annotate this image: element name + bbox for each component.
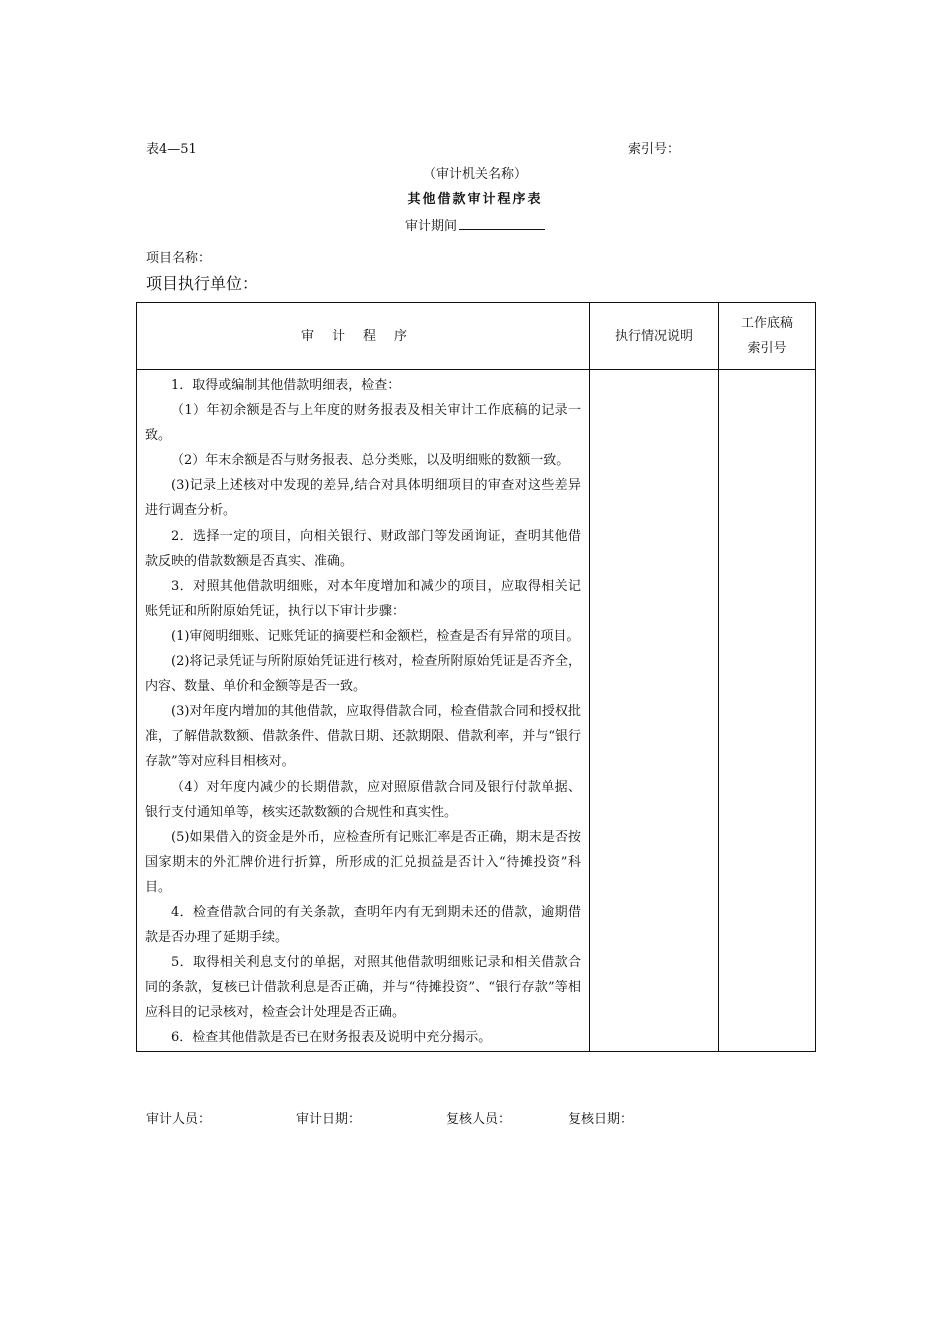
audit-date-label: 审计日期：	[296, 1112, 362, 1127]
execution-notes-cell[interactable]	[590, 370, 719, 1052]
header-workpaper-line2: 索引号	[747, 341, 787, 356]
reviewer-label: 复核人员：	[446, 1112, 512, 1127]
procedure-item: 4．检查借款合同的有关条款，查明年内有无到期未还的借款，逾期借款是否办理了延期手续。	[145, 904, 581, 946]
procedure-item: (3)对年度内增加的其他借款，应取得借款合同，检查借款合同和授权批准，了解借款数额、借款条件、借款日期、还款期限、借款利率，并与“银行存款”等对应科目相核对。	[145, 704, 581, 770]
table-number: 表4—51	[146, 142, 197, 157]
procedure-cell	[137, 370, 590, 1052]
page-title: 其他借款审计程序表	[407, 192, 543, 207]
procedure-item: (2)将记录凭证与所附原始凭证进行核对，检查所附原始凭证是否齐全，内容、数量、单价和金额等是否一致。	[145, 654, 581, 695]
auditor-label: 审计人员：	[146, 1112, 212, 1127]
procedure-item: (5)如果借入的资金是外币，应检查所有记账汇率是否正确，期末是否按国家期末的外汇牌价进行折算，所形成的汇兑损益是否计入“待摊投资”科目。	[145, 829, 581, 895]
review-date-label: 复核日期：	[568, 1112, 634, 1127]
procedure-item: (3)记录上述核对中发现的差异,结合对具体明细项目的审查对这些差异进行调查分析。	[145, 478, 581, 519]
audit-period-blank	[459, 217, 545, 230]
procedure-item: 3．对照其他借款明细账，对本年度增加和减少的项目，应取得相关记账凭证和所附原始凭证，执行以下审计步骤：	[145, 578, 581, 619]
table-body-row	[137, 370, 816, 1052]
header-workpaper	[719, 303, 816, 370]
procedure-item: 6．检查其他借款是否已在财务报表及说明中充分揭示。	[171, 1030, 492, 1046]
header-procedure: 审计程序	[137, 303, 590, 370]
table-header-row	[137, 303, 816, 370]
execution-unit-label: 项目执行单位：	[146, 274, 259, 293]
procedure-item: （4）对年度内减少的长期借款，应对照原借款合同及银行付款单据、银行支付通知单等，核实还款数额的合规性和真实性。	[145, 779, 581, 820]
project-name-label: 项目名称：	[146, 251, 212, 266]
procedure-item: 5．取得相关利息支付的单据，对照其他借款明细账记录和相关借款合同的条款，复核已计借款利息是否正确，并与“待摊投资”、“银行存款”等相应科目的记录核对，检查会计处理是否正确。	[145, 955, 581, 1021]
procedure-item: （1）年初余额是否与上年度的财务报表及相关审计工作底稿的记录一致。	[145, 403, 581, 444]
audit-period	[0, 215, 950, 234]
audit-period-label: 审计期间	[404, 219, 457, 234]
procedure-item: (1)审阅明细账、记账凭证的摘要栏和金额栏，检查是否有异常的项目。	[171, 628, 580, 644]
procedure-item: 2．选择一定的项目，向相关银行、财政部门等发函询证，查明其他借款反映的借款数额是否真实、准确。	[145, 528, 581, 569]
header-execution: 执行情况说明	[590, 303, 719, 370]
index-number-label: 索引号：	[628, 142, 681, 157]
procedure-item: （2）年末余额是否与财务报表、总分类账，以及明细账的数额一致。	[171, 453, 570, 469]
audit-org-name: （审计机关名称）	[422, 167, 527, 182]
header-workpaper-line1: 工作底稿	[740, 316, 793, 331]
workpaper-index-cell[interactable]	[719, 370, 816, 1052]
audit-procedure-table	[136, 302, 816, 1052]
procedure-item: 1．取得或编制其他借款明细表，检查：	[171, 378, 401, 393]
